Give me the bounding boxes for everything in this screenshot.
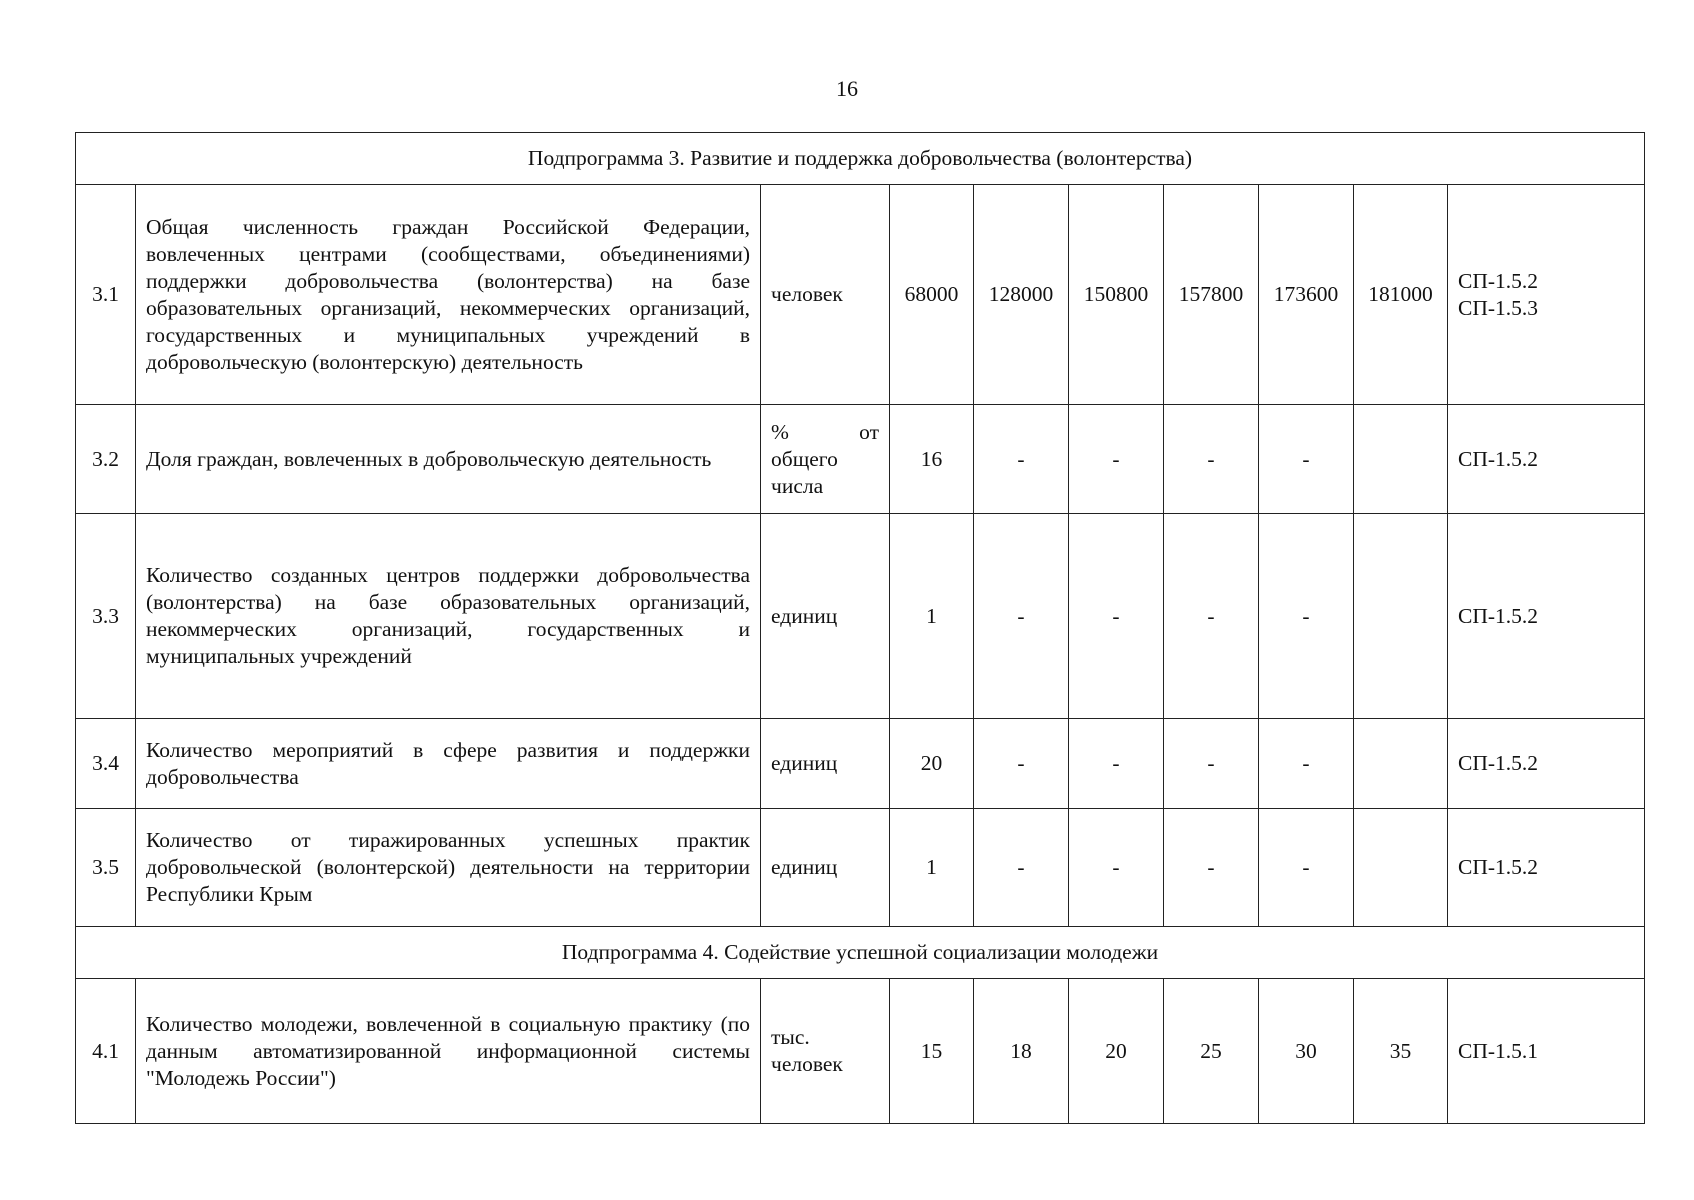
row-number: 3.2 (76, 405, 136, 514)
code-cell (1448, 514, 1645, 719)
value-cell: - (1069, 719, 1164, 809)
unit-cell: единиц (761, 719, 890, 809)
unit-cell: % от общего числа (761, 405, 890, 514)
indicator-description: Доля граждан, вовлеченных в добровольческую деятельность (136, 405, 761, 514)
value-cell: - (974, 405, 1069, 514)
value-cell (1354, 719, 1448, 809)
value-cell: - (1164, 405, 1259, 514)
value-cell: - (974, 719, 1069, 809)
indicators-table (75, 132, 1645, 1124)
table-row (76, 979, 1645, 1124)
unit-cell: единиц (761, 809, 890, 927)
row-number: 3.5 (76, 809, 136, 927)
value-cell: - (1069, 809, 1164, 927)
value-cell (1354, 514, 1448, 719)
value-cell (1354, 405, 1448, 514)
value-cell: - (1259, 809, 1354, 927)
indicator-description: Общая численность граждан Российской Федерации, вовлеченных центрами (сообществами, объединениями) поддержки добровольчества (волонтерства) на базе образовательных организаций, некоммерческих организаций, государственных и муниципальных учреждений в добровольческую (волонтерскую) деятельность (136, 185, 761, 405)
table-row (76, 185, 1645, 405)
indicator-description: Количество от тиражированных успешных практик добровольческой (волонтерской) деятельности на территории Республики Крым (136, 809, 761, 927)
value-cell: 20 (890, 719, 974, 809)
code-text: СП-1.5.2 (1458, 855, 1539, 879)
table-row (76, 514, 1645, 719)
indicator-description: Количество созданных центров поддержки добровольчества (волонтерства) на базе образовательных организаций, некоммерческих организаций, государственных и муниципальных учреждений (136, 514, 761, 719)
code-text: СП-1.5.2 (1458, 751, 1539, 775)
code-cell (1448, 979, 1645, 1124)
value-cell: 15 (890, 979, 974, 1124)
value-cell: - (1259, 514, 1354, 719)
value-cell: 20 (1069, 979, 1164, 1124)
section-title: Подпрограмма 4. Содействие успешной социализации молодежи (76, 927, 1645, 979)
section-header-row (76, 133, 1645, 185)
code-cell (1448, 405, 1645, 514)
code-text: СП-1.5.1 (1458, 1038, 1539, 1063)
code-text: СП-1.5.2 (1458, 603, 1539, 628)
value-cell: - (1259, 719, 1354, 809)
table-row (76, 719, 1645, 809)
code-text: СП-1.5.2 (1458, 446, 1539, 471)
value-cell: 157800 (1164, 185, 1259, 405)
row-number: 3.3 (76, 514, 136, 719)
value-cell: 1 (890, 809, 974, 927)
table-row (76, 809, 1645, 927)
value-cell: - (974, 514, 1069, 719)
row-number: 3.4 (76, 719, 136, 809)
value-cell: 18 (974, 979, 1069, 1124)
value-cell: - (1164, 809, 1259, 927)
code-cell (1448, 719, 1645, 809)
section-header-row (76, 927, 1645, 979)
value-cell: - (974, 809, 1069, 927)
indicator-description: Количество мероприятий в сфере развития и поддержки добровольчества (136, 719, 761, 809)
value-cell: - (1164, 719, 1259, 809)
code-text: СП-1.5.3 (1458, 295, 1539, 320)
value-cell: 35 (1354, 979, 1448, 1124)
table-row (76, 405, 1645, 514)
value-cell (1354, 809, 1448, 927)
value-cell: - (1069, 405, 1164, 514)
value-cell: 1 (890, 514, 974, 719)
section-title: Подпрограмма 3. Развитие и поддержка добровольчества (волонтерства) (76, 133, 1645, 185)
row-number: 4.1 (76, 979, 136, 1124)
value-cell: 173600 (1259, 185, 1354, 405)
indicator-description: Количество молодежи, вовлеченной в социальную практику (по данным автоматизированной информационной системы "Молодежь России") (136, 979, 761, 1124)
code-cell (1448, 809, 1645, 927)
value-cell: - (1069, 514, 1164, 719)
value-cell: 16 (890, 405, 974, 514)
unit-cell: единиц (761, 514, 890, 719)
value-cell: 150800 (1069, 185, 1164, 405)
code-cell (1448, 185, 1645, 405)
value-cell: - (1164, 514, 1259, 719)
value-cell: 25 (1164, 979, 1259, 1124)
value-cell: - (1259, 405, 1354, 514)
value-cell: 128000 (974, 185, 1069, 405)
value-cell: 181000 (1354, 185, 1448, 405)
page-number: 16 (836, 76, 858, 101)
unit-cell: тыс. человек (761, 979, 890, 1124)
value-cell: 68000 (890, 185, 974, 405)
value-cell: 30 (1259, 979, 1354, 1124)
unit-cell: человек (761, 185, 890, 405)
row-number: 3.1 (76, 185, 136, 405)
code-text: СП-1.5.2 (1458, 268, 1539, 293)
